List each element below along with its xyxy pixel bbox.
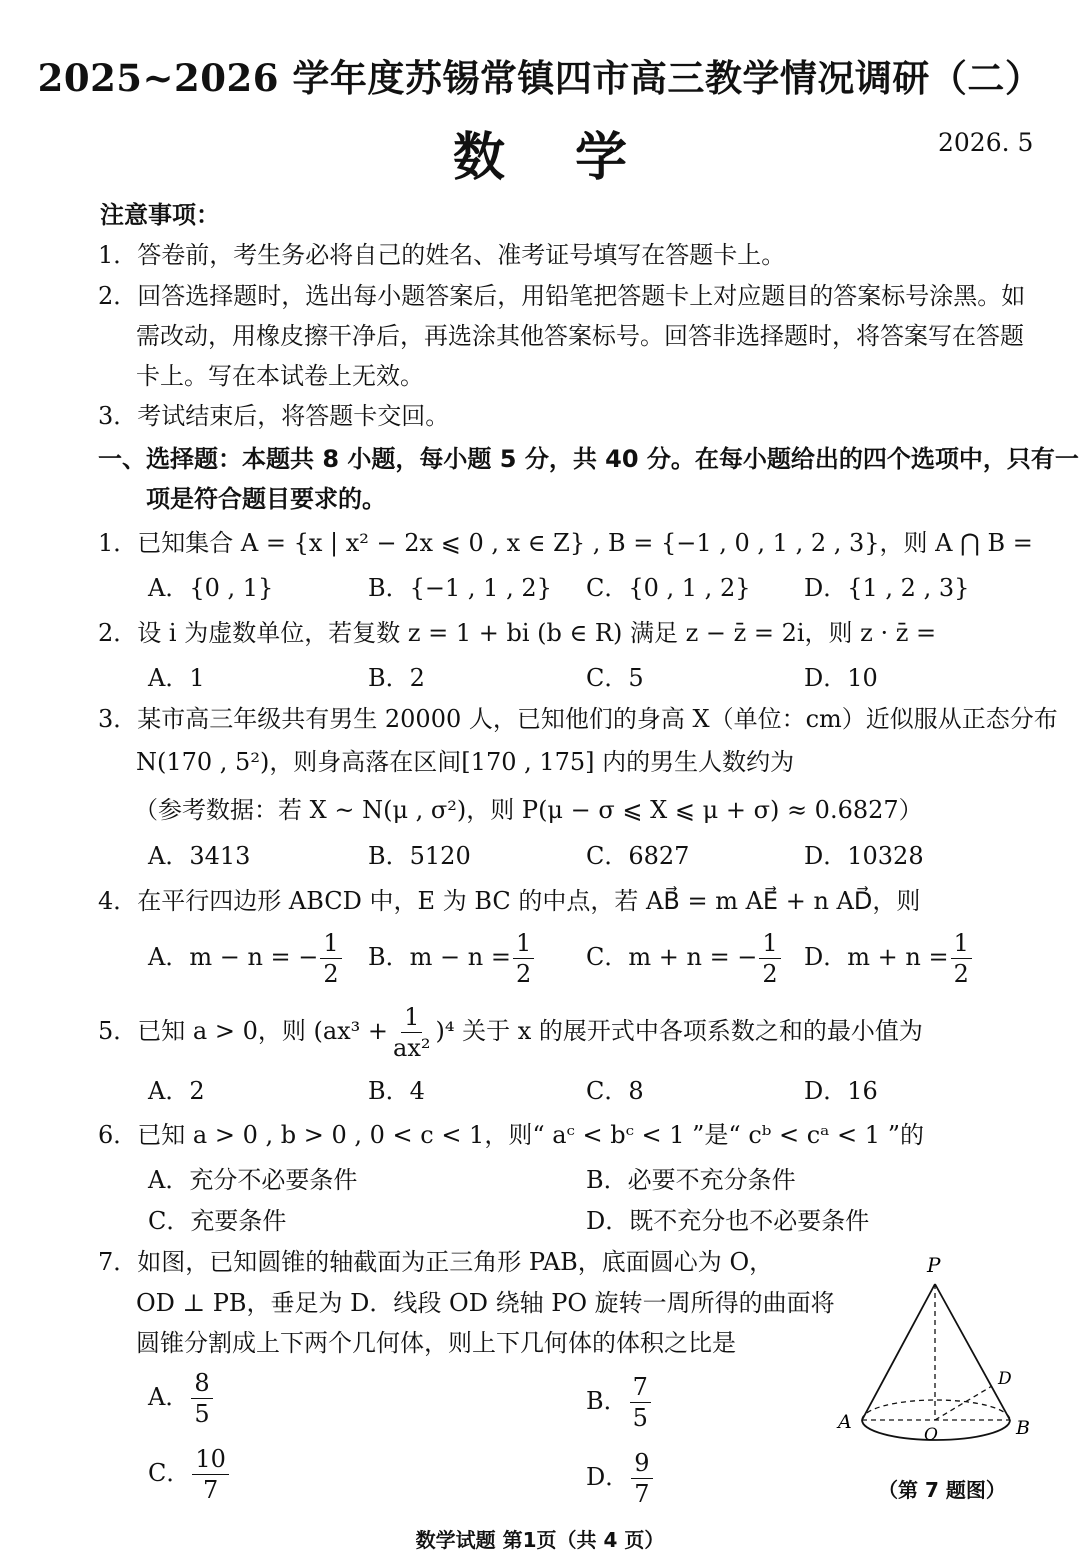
- cone-figure: [820, 1250, 1050, 1470]
- question-5-stem-pre: 5．已知 a > 0，则 (ax³ +: [98, 1017, 389, 1045]
- fraction-numerator: 7: [630, 1372, 651, 1403]
- fraction: [320, 928, 341, 989]
- question-4-option-c-text: C．m + n = −: [586, 943, 758, 971]
- label-a: A: [838, 1411, 852, 1433]
- notice-item-2-line-1: 2．回答选择题时，选出每小题答案后，用铅笔把答题卡上对应题目的答案标号涂黑。如: [98, 282, 1026, 310]
- question-7-line-3: 圆锥分割成上下两个几何体，则上下几何体的体积之比是: [136, 1329, 736, 1357]
- question-6-option-a: A．充分不必要条件: [148, 1166, 358, 1194]
- notice-item-1: 1．答卷前，考生务必将自己的姓名、准考证号填写在答题卡上。: [98, 241, 786, 269]
- question-7-option-b: [586, 1372, 653, 1433]
- question-5-option-d: D．16: [804, 1077, 878, 1105]
- label-o: O: [924, 1425, 938, 1445]
- question-2-stem: 2．设 i 为虚数单位，若复数 z = 1 + bi (b ∈ R) 满足 z − z̄ = 2i，则 z · z̄ =: [98, 619, 937, 647]
- section-1-heading-line-1: 一、选择题：本题共 8 小题，每小题 5 分，共 40 分。在每小题给出的四个选项中，只有一: [98, 445, 1079, 473]
- subject-title: 数学: [452, 128, 697, 188]
- fraction-numerator: 9: [631, 1448, 652, 1479]
- notice-item-3: 3．考试结束后，将答题卡交回。: [98, 402, 450, 430]
- fraction-denominator: 2: [762, 960, 778, 988]
- fraction-numerator: 1: [951, 928, 972, 959]
- page-footer: 数学试题 第1页（共 4 页）: [415, 1528, 665, 1552]
- question-7-option-b-label: B．: [586, 1387, 628, 1415]
- question-4-option-a: [148, 928, 344, 989]
- question-3-line-1: 3．某市高三年级共有男生 20000 人，已知他们的身高 X（单位：cm）近似服从正态分布: [98, 705, 1058, 733]
- question-7-option-a-label: A．: [148, 1383, 190, 1411]
- fraction-numerator: 1: [401, 1002, 422, 1033]
- exam-date: 2026. 5: [938, 128, 1034, 157]
- notice-item-2-line-3: 卡上。写在本试卷上无效。: [136, 362, 424, 390]
- question-6-stem: 6．已知 a > 0 , b > 0 , 0 < c < 1，则“ aᶜ < bᶜ < 1 ”是“ cᵇ < cᵃ < 1 ”的: [98, 1121, 924, 1149]
- question-5-stem-post: )⁴ 关于 x 的展开式中各项系数之和的最小值为: [435, 1017, 923, 1045]
- fraction: [951, 928, 972, 989]
- segment-od: [935, 1386, 992, 1420]
- question-1-option-d: D．{1 , 2 , 3}: [804, 574, 970, 602]
- notice-heading: 注意事项：: [100, 201, 220, 229]
- question-2-option-a: A．1: [148, 664, 205, 692]
- question-1-stem: 1．已知集合 A = {x | x² − 2x ⩽ 0 , x ∈ Z} , B = {−1 , 0 , 1 , 2 , 3}，则 A ⋂ B =: [98, 529, 1033, 557]
- question-7-option-c-label: C．: [148, 1459, 191, 1487]
- fraction: [630, 1372, 651, 1433]
- fraction-numerator: 1: [320, 928, 341, 959]
- question-4-option-c: [586, 928, 783, 989]
- question-3-reference-data: （参考数据：若 X ~ N(μ , σ²)，则 P(μ − σ ⩽ X ⩽ μ + σ) ≈ 0.6827）: [134, 796, 923, 824]
- fraction-denominator: 5: [194, 1400, 210, 1428]
- question-4-option-d: [804, 928, 974, 989]
- fraction-denominator: 5: [632, 1404, 648, 1432]
- question-2-option-d: D．10: [804, 664, 878, 692]
- question-7-option-a: [148, 1368, 215, 1429]
- cone-edge-pa: [862, 1284, 935, 1420]
- question-7-line-1: 7．如图，已知圆锥的轴截面为正三角形 PAB，底面圆心为 O，: [98, 1248, 774, 1276]
- fraction-denominator: 7: [634, 1480, 650, 1508]
- figure-caption: （第 7 题图）: [878, 1478, 1006, 1502]
- fraction-numerator: 8: [191, 1368, 212, 1399]
- label-p: P: [927, 1253, 941, 1277]
- fraction: [191, 1368, 212, 1429]
- question-2-option-b: B．2: [368, 664, 425, 692]
- fraction-numerator: 1: [513, 928, 534, 959]
- fraction-denominator: 7: [203, 1476, 219, 1504]
- notice-item-2-line-2: 需改动，用橡皮擦干净后，再选涂其他答案标号。回答非选择题时，将答案写在答题: [136, 322, 1024, 350]
- label-b: B: [1016, 1417, 1030, 1439]
- question-5-stem: [98, 1002, 923, 1063]
- section-1-heading-line-2: 项是符合题目要求的。: [146, 485, 386, 513]
- question-7-option-d-label: D．: [586, 1463, 630, 1491]
- fraction: [631, 1448, 652, 1509]
- base-back-arc: [862, 1400, 1010, 1420]
- fraction-numerator: 10: [192, 1444, 229, 1475]
- question-6-option-c: C．充要条件: [148, 1207, 287, 1235]
- question-1-option-c: C．{0 , 1 , 2}: [586, 574, 751, 602]
- question-3-option-c: C．6827: [586, 842, 690, 870]
- question-7-option-c: [148, 1444, 231, 1505]
- question-7-line-2: OD ⊥ PB，垂足为 D．线段 OD 绕轴 PO 旋转一周所得的曲面将: [136, 1289, 835, 1317]
- question-1-option-b: B．{−1 , 1 , 2}: [368, 574, 552, 602]
- question-2-option-c: C．5: [586, 664, 644, 692]
- fraction: [390, 1002, 433, 1063]
- fraction-denominator: 2: [323, 960, 339, 988]
- exam-title: 2025~2026 学年度苏锡常镇四市高三教学情况调研（二）: [37, 56, 1043, 100]
- fraction-denominator: 2: [515, 960, 532, 988]
- question-3-line-2: N(170 , 5²)，则身高落在区间[170 , 175] 内的男生人数约为: [136, 748, 795, 776]
- question-4-stem: 4．在平行四边形 ABCD 中，E 为 BC 的中点，若 AB⃗ = m AE⃗ + n AD⃗，则: [98, 887, 921, 915]
- question-4-option-b: [368, 928, 536, 989]
- question-4-option-d-text: D．m + n =: [804, 943, 949, 971]
- question-6-option-b: B．必要不充分条件: [586, 1166, 796, 1194]
- fraction-numerator: 1: [759, 928, 780, 959]
- fraction: [192, 1444, 229, 1505]
- question-3-option-a: A．3413: [148, 842, 251, 870]
- question-5-option-c: C．8: [586, 1077, 644, 1105]
- question-4-option-a-text: A．m − n = −: [148, 943, 319, 971]
- question-1-option-a: A．{0 , 1}: [148, 574, 274, 602]
- question-3-option-b: B．5120: [368, 842, 471, 870]
- fraction: [759, 928, 780, 989]
- question-5-option-b: B．4: [368, 1077, 425, 1105]
- question-5-option-a: A．2: [148, 1077, 205, 1105]
- fraction: [513, 928, 534, 989]
- fraction-denominator: ax²: [393, 1034, 431, 1062]
- label-d: D: [998, 1369, 1012, 1389]
- fraction-denominator: 2: [953, 960, 969, 988]
- question-7-option-d: [586, 1448, 655, 1509]
- question-6-option-d: D．既不充分也不必要条件: [586, 1207, 870, 1235]
- question-4-option-b-text: B．m − n =: [368, 943, 511, 971]
- question-3-option-d: D．10328: [804, 842, 924, 870]
